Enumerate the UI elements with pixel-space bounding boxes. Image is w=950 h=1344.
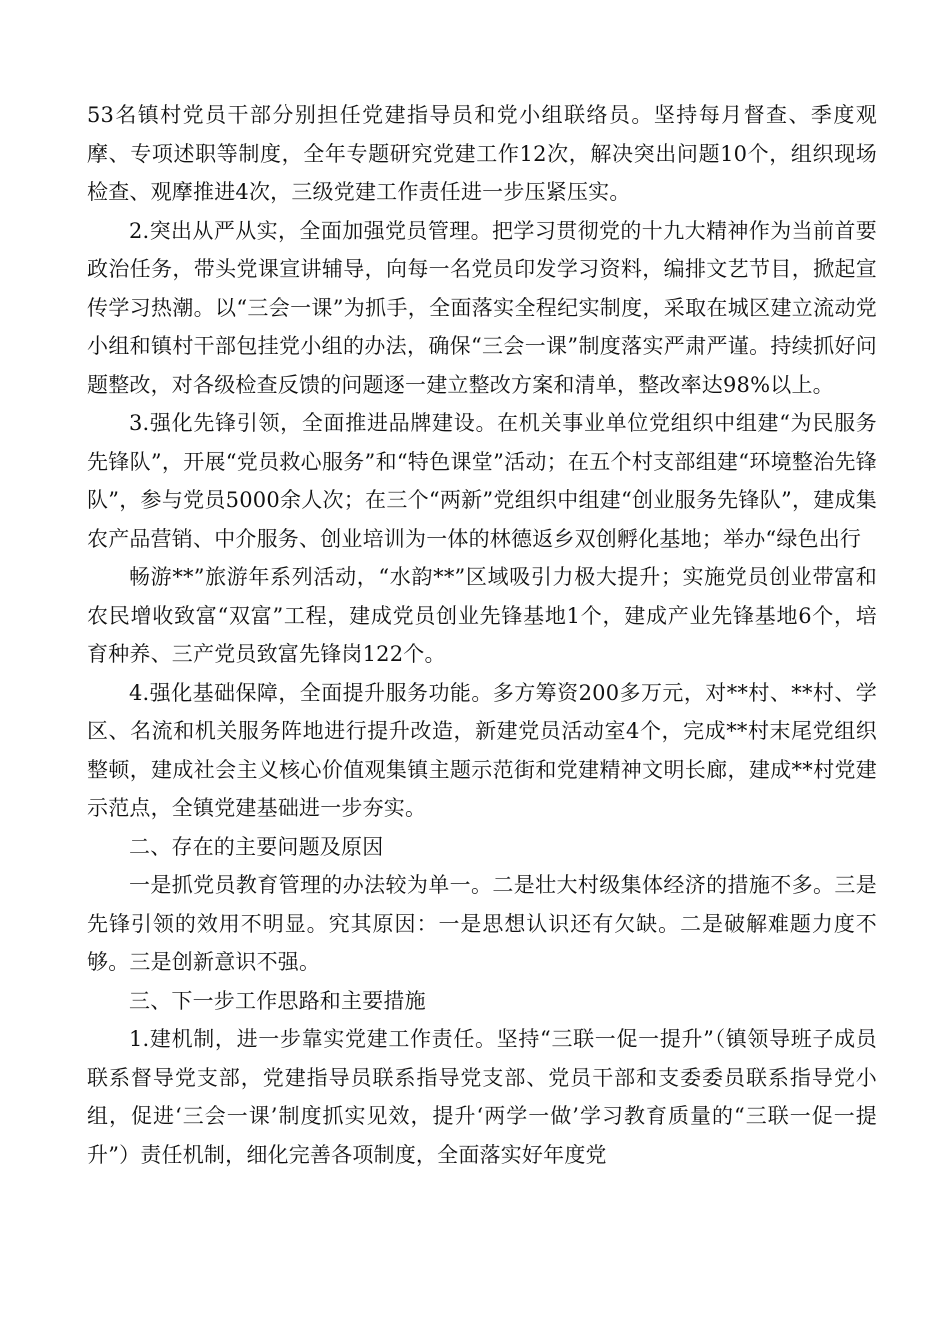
- paragraph-party-member-management: 2.突出从严从实，全面加强党员管理。把学习贯彻党的十九大精神作为当前首要政治任务，带头党课宣讲辅导，向每一名党员印发学习资料，编排文艺节目，掀起宣传学习热潮。以“三会一课”为抓手，全面落实全程纪实制度，采取在城区建立流动党小组和镇村干部包挂党小组的办法，确保“三会一课”制度落实严肃严谨。持续抓好问题整改，对各级检查反馈的问题逐一建立整改方案和清单，整改率达98%以上。: [87, 218, 877, 397]
- paragraph-problems-causes: 一是抓党员教育管理的办法较为单一。二是壮大村级集体经济的措施不多。三是先锋引领的效用不明显。究其原因：一是思想认识还有欠缺。二是破解难题力度不够。三是创新意识不强。: [87, 873, 877, 974]
- paragraph-continuation: 53名镇村党员干部分别担任党建指导员和党小组联络员。坚持每月督查、季度观摩、专项述职等制度，全年专题研究党建工作12次，解决突出问题10个，组织现场检查、观摩推进4次，三级党建工作责任进一步压紧压实。: [87, 103, 877, 204]
- section-heading-problems: 二、存在的主要问题及原因: [129, 834, 384, 859]
- paragraph-infrastructure-support: 4.强化基础保障，全面提升服务功能。多方筹资200多万元，对**村、**村、学区、名流和机关服务阵地进行提升改造，新建党员活动室4个，完成**村末尾党组织整顿，建成社会主义核心价值观集镇主题示范街和党建精神文明长廊，建成**村党建示范点，全镇党建基础进一步夯实。: [87, 680, 877, 820]
- paragraph-tourism-activities: 畅游**”旅游年系列活动，“水韵**”区域吸引力极大提升；实施党员创业带富和农民增收致富“双富”工程，建成党员创业先锋基地1个，建成产业先锋基地6个，培育种养、三产党员致富先锋岗122个。: [87, 565, 877, 666]
- section-heading-next-steps: 三、下一步工作思路和主要措施: [129, 988, 426, 1013]
- paragraph-vanguard-brand-building: 3.强化先锋引领，全面推进品牌建设。在机关事业单位党组织中组建“为民服务先锋队”，开展“党员救心服务”和“特色课堂”活动；在五个村支部组建“环境整治先锋队”，参与党员5000余人次；在三个“两新”党组织中组建“创业服务先锋队”，建成集农产品营销、中介服务、创业培训为一体的林德返乡双创孵化基地；举办“绿色出行: [87, 411, 877, 551]
- document-body: [87, 96, 877, 1174]
- paragraph-build-mechanism: 1.建机制，进一步靠实党建工作责任。坚持“三联一促一提升”（镇领导班子成员联系督导党支部，党建指导员联系指导党支部、党员干部和支委委员联系指导党小组，促进‘三会一课’制度抓实见效，提升‘两学一做’学习教育质量的“三联一促一提升”）责任机制，细化完善各项制度，全面落实好年度党: [87, 1027, 877, 1167]
